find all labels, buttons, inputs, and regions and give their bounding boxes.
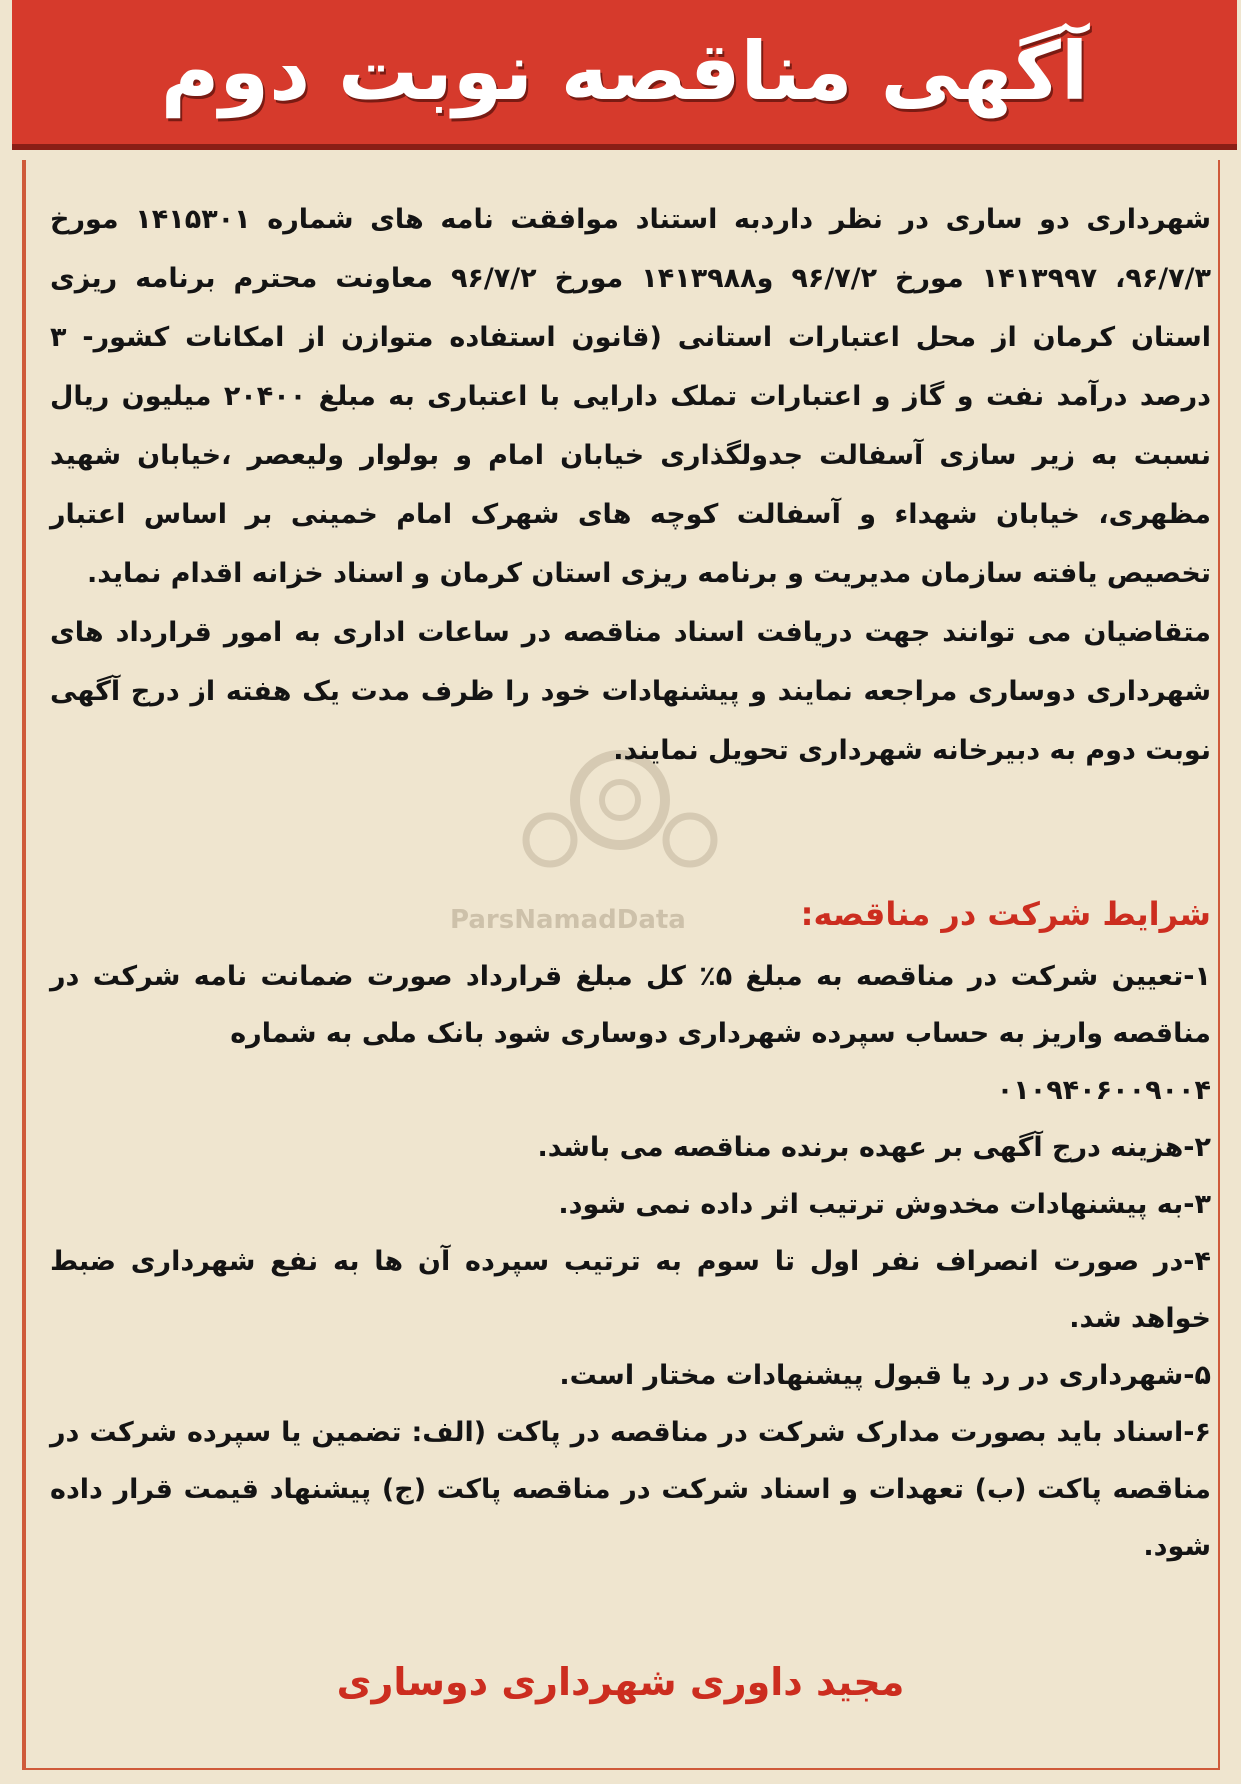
condition-item: ۱-تعیین شرکت در مناقصه به مبلغ ۵٪ کل مبلغ قرارداد صورت ضمانت نامه شرکت در مناقصه واریز به حساب سپرده شهرداری دوساری شود بانک ملی به شماره	[50, 961, 1211, 1049]
conditions-list	[50, 948, 1211, 1575]
page-title: آگهی مناقصه نوبت دوم	[160, 25, 1089, 118]
condition-item: ۳-به پیشنهادات مخدوش ترتیب اثر داده نمی شود.	[558, 1189, 1211, 1220]
condition-item: ۴-در صورت انصراف نفر اول تا سوم به ترتیب سپرده آن ها به نفع شهرداری ضبط خواهد شد.	[50, 1246, 1211, 1334]
condition-item: ۶-اسناد باید بصورت مدارک شرکت در مناقصه در پاکت (الف: تضمین یا سپرده شرکت در مناقصه پاکت (ب) تعهدات و اسناد شرکت در مناقصه پاکت (ج) پیشنهاد قیمت قرار داده شود.	[50, 1417, 1211, 1562]
account-number: ۰۱۰۹۴۰۶۰۰۹۰۰۴	[996, 1075, 1211, 1106]
condition-item: ۲-هزینه درج آگهی بر عهده برنده مناقصه می باشد.	[537, 1132, 1211, 1163]
signature: مجید داوری شهرداری دوساری	[336, 1660, 905, 1704]
announcement-body	[50, 190, 1211, 780]
watermark-text: ParsNamadData	[450, 905, 686, 935]
header-banner	[12, 0, 1237, 150]
condition-item: ۵-شهرداری در رد یا قبول پیشنهادات مختار است.	[559, 1360, 1211, 1391]
paragraph-applicants: متقاضیان می توانند جهت دریافت اسناد مناقصه در ساعات اداری به امور قرارداد های شهرداری دوساری مراجعه نمایند و پیشنهادات خود را ظرف مدت یک هفته از درج آگهی نوبت دوم به دبیرخانه شهرداری تحویل نمایند.	[50, 617, 1211, 766]
conditions-heading: شرایط شرکت در مناقصه:	[800, 895, 1211, 933]
paragraph-intro: شهرداری دو ساری در نظر داردبه استناد موافقت نامه های شماره ۱۴۱۵۳۰۱ مورخ ۹۶/۷/۳، ۱۴۱۳۹۹۷ مورخ ۹۶/۷/۲ و۱۴۱۳۹۸۸ مورخ ۹۶/۷/۲ معاونت محترم برنامه ریزی استان کرمان از محل اعتبارات استانی (قانون استفاده متوازن از امکانات کشور- ۳ درصد درآمد نفت و گاز و اعتبارات تملک دارایی با اعتباری به مبلغ ۲۰۴۰۰ میلیون ریال نسبت به زیر سازی آسفالت جدولگذاری خیابان امام و بولوار ولیعصر ،خیابان شهید مظهری، خیابان شهداء و آسفالت کوچه های شهرک امام خمینی بر اساس اعتبار تخصیص یافته سازمان مدیریت و برنامه ریزی استان کرمان و اسناد خزانه اقدام نماید.	[50, 204, 1212, 589]
